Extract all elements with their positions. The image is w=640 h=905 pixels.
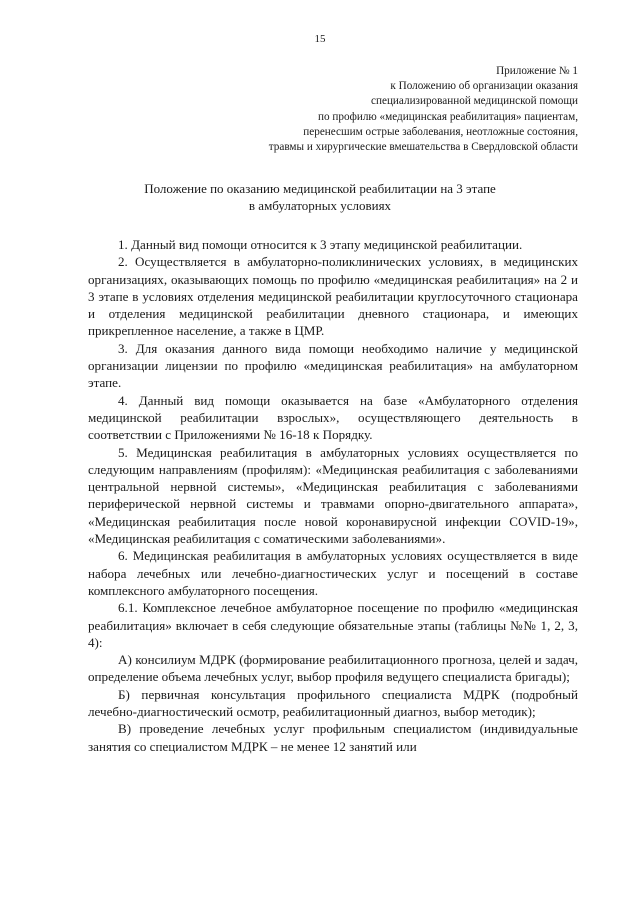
paragraph: 5. Медицинская реабилитация в амбулаторных условиях осуществляется по следующим направлениям (профилям): «Медицинская реабилитация с заболеваниями центральной нервной системы», «Медицинская реабилитация с заболеваниями периферической нервной системы и травмами опорно-двигательного аппарата», «Медицинская реабилитация после новой коронавирусной инфекции COVID-19», «Медицинская реабилитация с соматическими заболеваниями». [88, 444, 578, 547]
document-title-line: Положение по оказанию медицинской реабилитации на 3 этапе [144, 181, 496, 196]
annex-line: Приложение № 1 [496, 65, 578, 77]
paragraph: 6.1. Комплексное лечебное амбулаторное посещение по профилю «медицинская реабилитация» включает в себя следующие обязательные этапы (таблицы №№ 1, 2, 3, 4): [88, 600, 578, 650]
paragraph: 2. Осуществляется в амбулаторно-поликлинических условиях, в медицинских организациях, оказывающих помощь по профилю «медицинская реабилитация» на 2 и 3 этапе в условиях отделения медицинской реабилитации круглосуточного стационара и отделения медицинской реабилитации дневного стационара, и имеющих прикрепленное население, а также в ЦМР. [88, 254, 578, 339]
paragraph: В) проведение лечебных услуг профильным специалистом (индивидуальные занятия со специалистом МДРК – не менее 12 занятий или [88, 721, 578, 754]
annex-line: к Положению об организации оказания [390, 80, 578, 93]
annex-line: травмы и хирургические вмешательства в Свердловской области [268, 141, 578, 154]
annex-line: перенесшим острые заболевания, неотложные состояния, [303, 125, 578, 138]
document-body [88, 236, 578, 755]
paragraph: 4. Данный вид помощи оказывается на базе «Амбулаторного отделения медицинской реабилитации взрослых», осуществляющего деятельность в соответствии с Приложениями № 16-18 к Порядку. [88, 392, 578, 443]
document-title-line: в амбулаторных условиях [248, 198, 392, 213]
paragraph: 1. Данный вид помощи относится к 3 этапу медицинской реабилитации. [118, 237, 523, 252]
document-title [60, 180, 580, 214]
paragraph: 6. Медицинская реабилитация в амбулаторных условиях осуществляется в виде набора лечебных или лечебно-диагностических услуг и посещений в составе комплексного амбулаторного посещения. [88, 548, 578, 598]
annex-line: специализированной медицинской помощи [371, 95, 578, 108]
paragraph: 3. Для оказания данного вида помощи необходимо наличие у медицинской организации лицензии по профилю «медицинская реабилитация» на амбулаторном этапе. [88, 340, 578, 391]
paragraph: Б) первичная консультация профильного специалиста МДРК (подробный лечебно-диагностический осмотр, реабилитационный диагноз, выбор методик); [88, 686, 578, 720]
page-number: 15 [314, 33, 326, 45]
paragraph: А) консилиум МДРК (формирование реабилитационного прогноза, целей и задач, определение объема лечебных услуг, выбор профиля ведущего специалиста бригады); [88, 652, 578, 685]
annex-line: по профилю «медицинская реабилитация» пациентам, [318, 110, 578, 123]
annex-header [158, 64, 578, 155]
